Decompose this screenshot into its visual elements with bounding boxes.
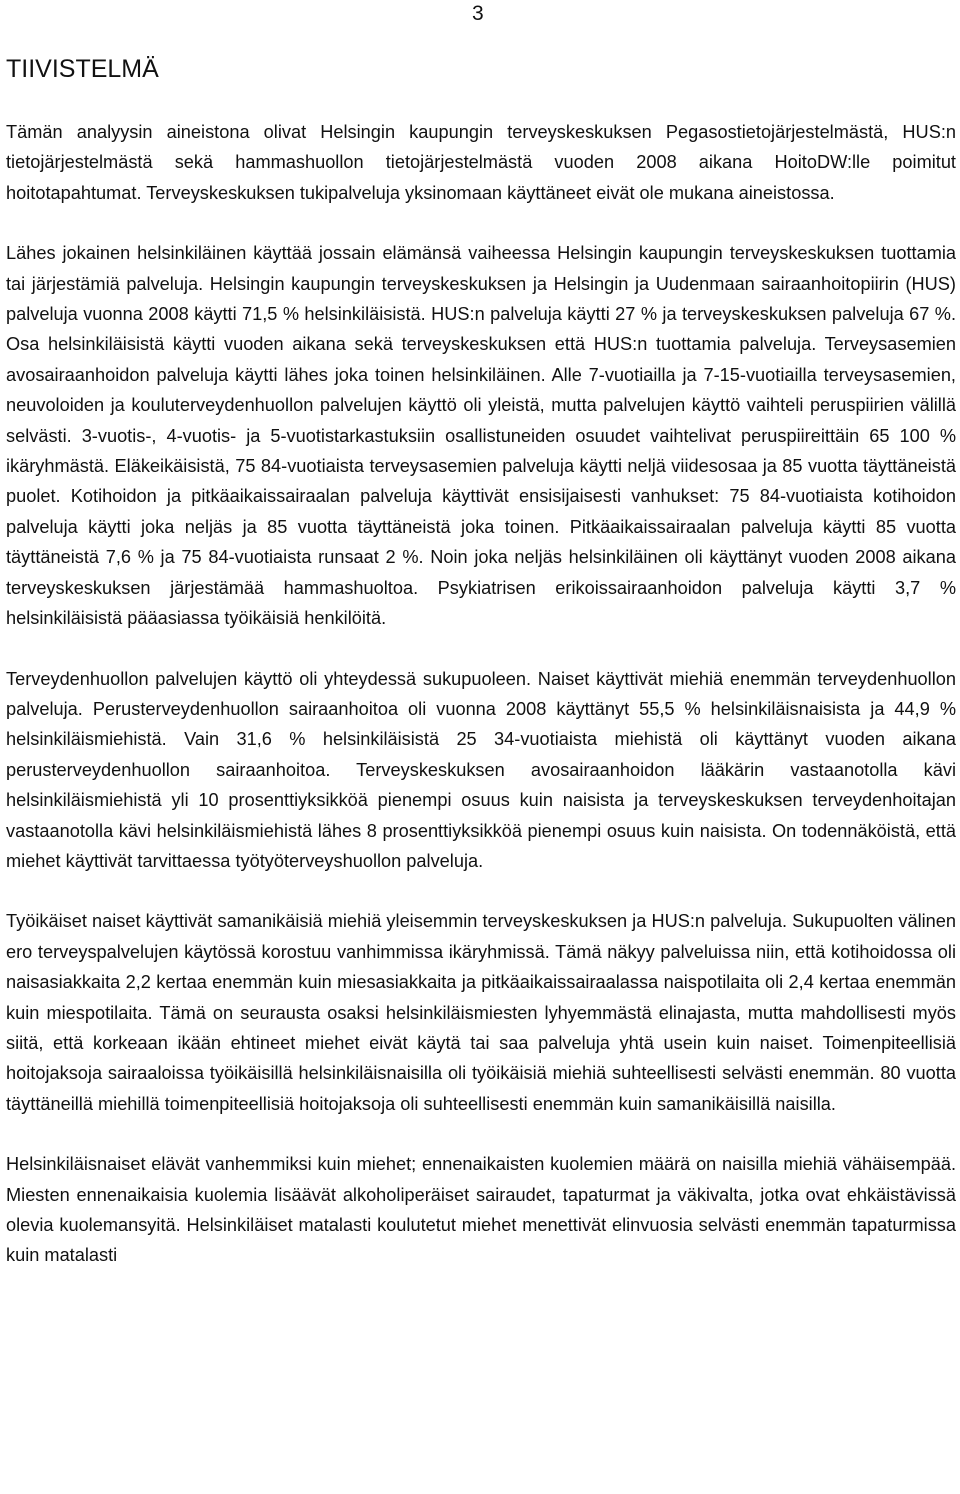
paragraph-data-source: Tämän analyysin aineistona olivat Helsingin kaupungin terveyskeskuksen Pegasostietojärjestelmästä, HUS:n tietojärjestelmästä sekä hammashuollon tietojärjestelmästä vuoden 2008 aikana HoitoDW:lle poimitut hoitotapahtumat. Terveyskeskuksen tukipalveluja yksinomaan käyttäneet eivät ole mukana aineistossa.	[6, 122, 956, 203]
document-body	[6, 117, 956, 1301]
paragraph-life-expectancy: Helsinkiläisnaiset elävät vanhemmiksi kuin miehet; ennenaikaisten kuolemien määrä on naisilla miehiä vähäisempää. Miesten ennenaikaisia kuolemia lisäävät alkoholiperäiset sairaudet, tapaturmat ja väkivalta, jotka ovat ehkäistävissä olevia kuolemansyitä. Helsinkiläiset matalasti koulutetut miehet menettivät elinvuosia selvästi enemmän tapaturmissa kuin matalasti	[6, 1154, 956, 1266]
page-number: 3	[472, 2, 484, 25]
page-title: TIIVISTELMÄ	[6, 55, 159, 83]
paragraph-service-usage: Lähes jokainen helsinkiläinen käyttää jossain elämänsä vaiheessa Helsingin kaupungin terveyskeskuksen tuottamia tai järjestämiä palveluja. Helsingin kaupungin terveyskeskuksen ja Helsingin ja Uudenmaan sairaanhoitopiirin (HUS) palveluja vuonna 2008 käytti 71,5 % helsinkiläisistä. HUS:n palveluja käytti 27 % ja terveyskeskuksen palveluja 67 %. Osa helsinkiläisistä käytti vuoden aikana sekä terveyskeskuksen että HUS:n tuottamia palveluja. Terveysasemien avosairaanhoidon palveluja käytti lähes joka toinen helsinkiläinen. Alle 7-vuotiailla ja 7-15-vuotiailla terveysasemien, neuvoloiden ja kouluterveydenhuollon palvelujen käyttö oli yleistä, mutta palvelujen käyttö vaihteli peruspiirien välillä selvästi. 3-vuotis-, 4-vuotis- ja 5-vuotistarkastuksiin osallistuneiden osuudet vaihtelivat peruspiireittäin 65 100 % ikäryhmästä. Eläkeikäisistä, 75 84-vuotiaista terveysasemien palveluja käytti neljä viidesosaa ja 85 vuotta täyttäneistä puolet. Kotihoidon ja pitkäaikaissairaalan palveluja käyttivät ensisijaisesti vanhukset: 75 84-vuotiaista kotihoidon palveluja käytti joka neljäs ja 85 vuotta täyttäneistä joka toinen. Pitkäaikaissairaalan palveluja käytti 85 vuotta täyttäneistä 7,6 % ja 75 84-vuotiaista runsaat 2 %. Noin joka neljäs helsinkiläinen oli käyttänyt vuoden 2008 aikana terveyskeskuksen järjestämää hammashuoltoa. Psykiatrisen erikoissairaanhoidon palveluja käytti 3,7 % helsinkiläisistä pääasiassa työikäisiä henkilöitä.	[6, 243, 956, 629]
paragraph-working-age-women: Työikäiset naiset käyttivät samanikäisiä miehiä yleisemmin terveyskeskuksen ja HUS:n palveluja. Sukupuolten välinen ero terveyspalvelujen käytössä korostuu vanhimmissa ikäryhmissä. Tämä näkyy palveluissa niin, että kotihoidossa oli naisasiakkaita 2,2 kertaa enemmän kuin miesasiakkaita ja pitkäaikaissairaalassa naispotilaita oli 2,4 kertaa enemmän kuin miespotilaita. Tämä on seurausta osaksi helsinkiläismiesten lyhyemmästä elinajasta, mutta mahdollisesti myös siitä, että korkeaan ikään ehtineet miehet eivät käytä tai saa palveluja yhtä usein kuin naiset. Toimenpiteellisiä hoitojaksoja sairaaloissa työikäisillä helsinkiläisnaisilla oli työikäisiä miehiä suhteellisesti selvästi enemmän. 80 vuotta täyttäneillä miehillä toimenpiteellisiä hoitojaksoja oli suhteellisesti enemmän kuin samanikäisillä naisilla.	[6, 911, 956, 1114]
paragraph-gender-differences: Terveydenhuollon palvelujen käyttö oli yhteydessä sukupuoleen. Naiset käyttivät miehiä enemmän terveydenhuollon palveluja. Perusterveydenhuollon sairaanhoitoa oli vuonna 2008 käyttänyt 55,5 % helsinkiläisnaisista ja 44,9 % helsinkiläismiehistä. Vain 31,6 % helsinkiläisistä 25 34-vuotiaista miehistä oli käyttänyt vuoden aikana perusterveydenhuollon sairaanhoitoa. Terveyskeskuksen avosairaanhoidon lääkärin vastaanotolla kävi helsinkiläismiehistä yli 10 prosenttiyksikköä pienempi osuus kuin naisista ja terveyskeskuksen terveydenhoitajan vastaanotolla kävi helsinkiläismiehistä lähes 8 prosenttiyksikköä pienempi osuus kuin naisista. On todennäköistä, että miehet käyttivät tarvittaessa työtyöterveyshuollon palveluja.	[6, 668, 956, 871]
